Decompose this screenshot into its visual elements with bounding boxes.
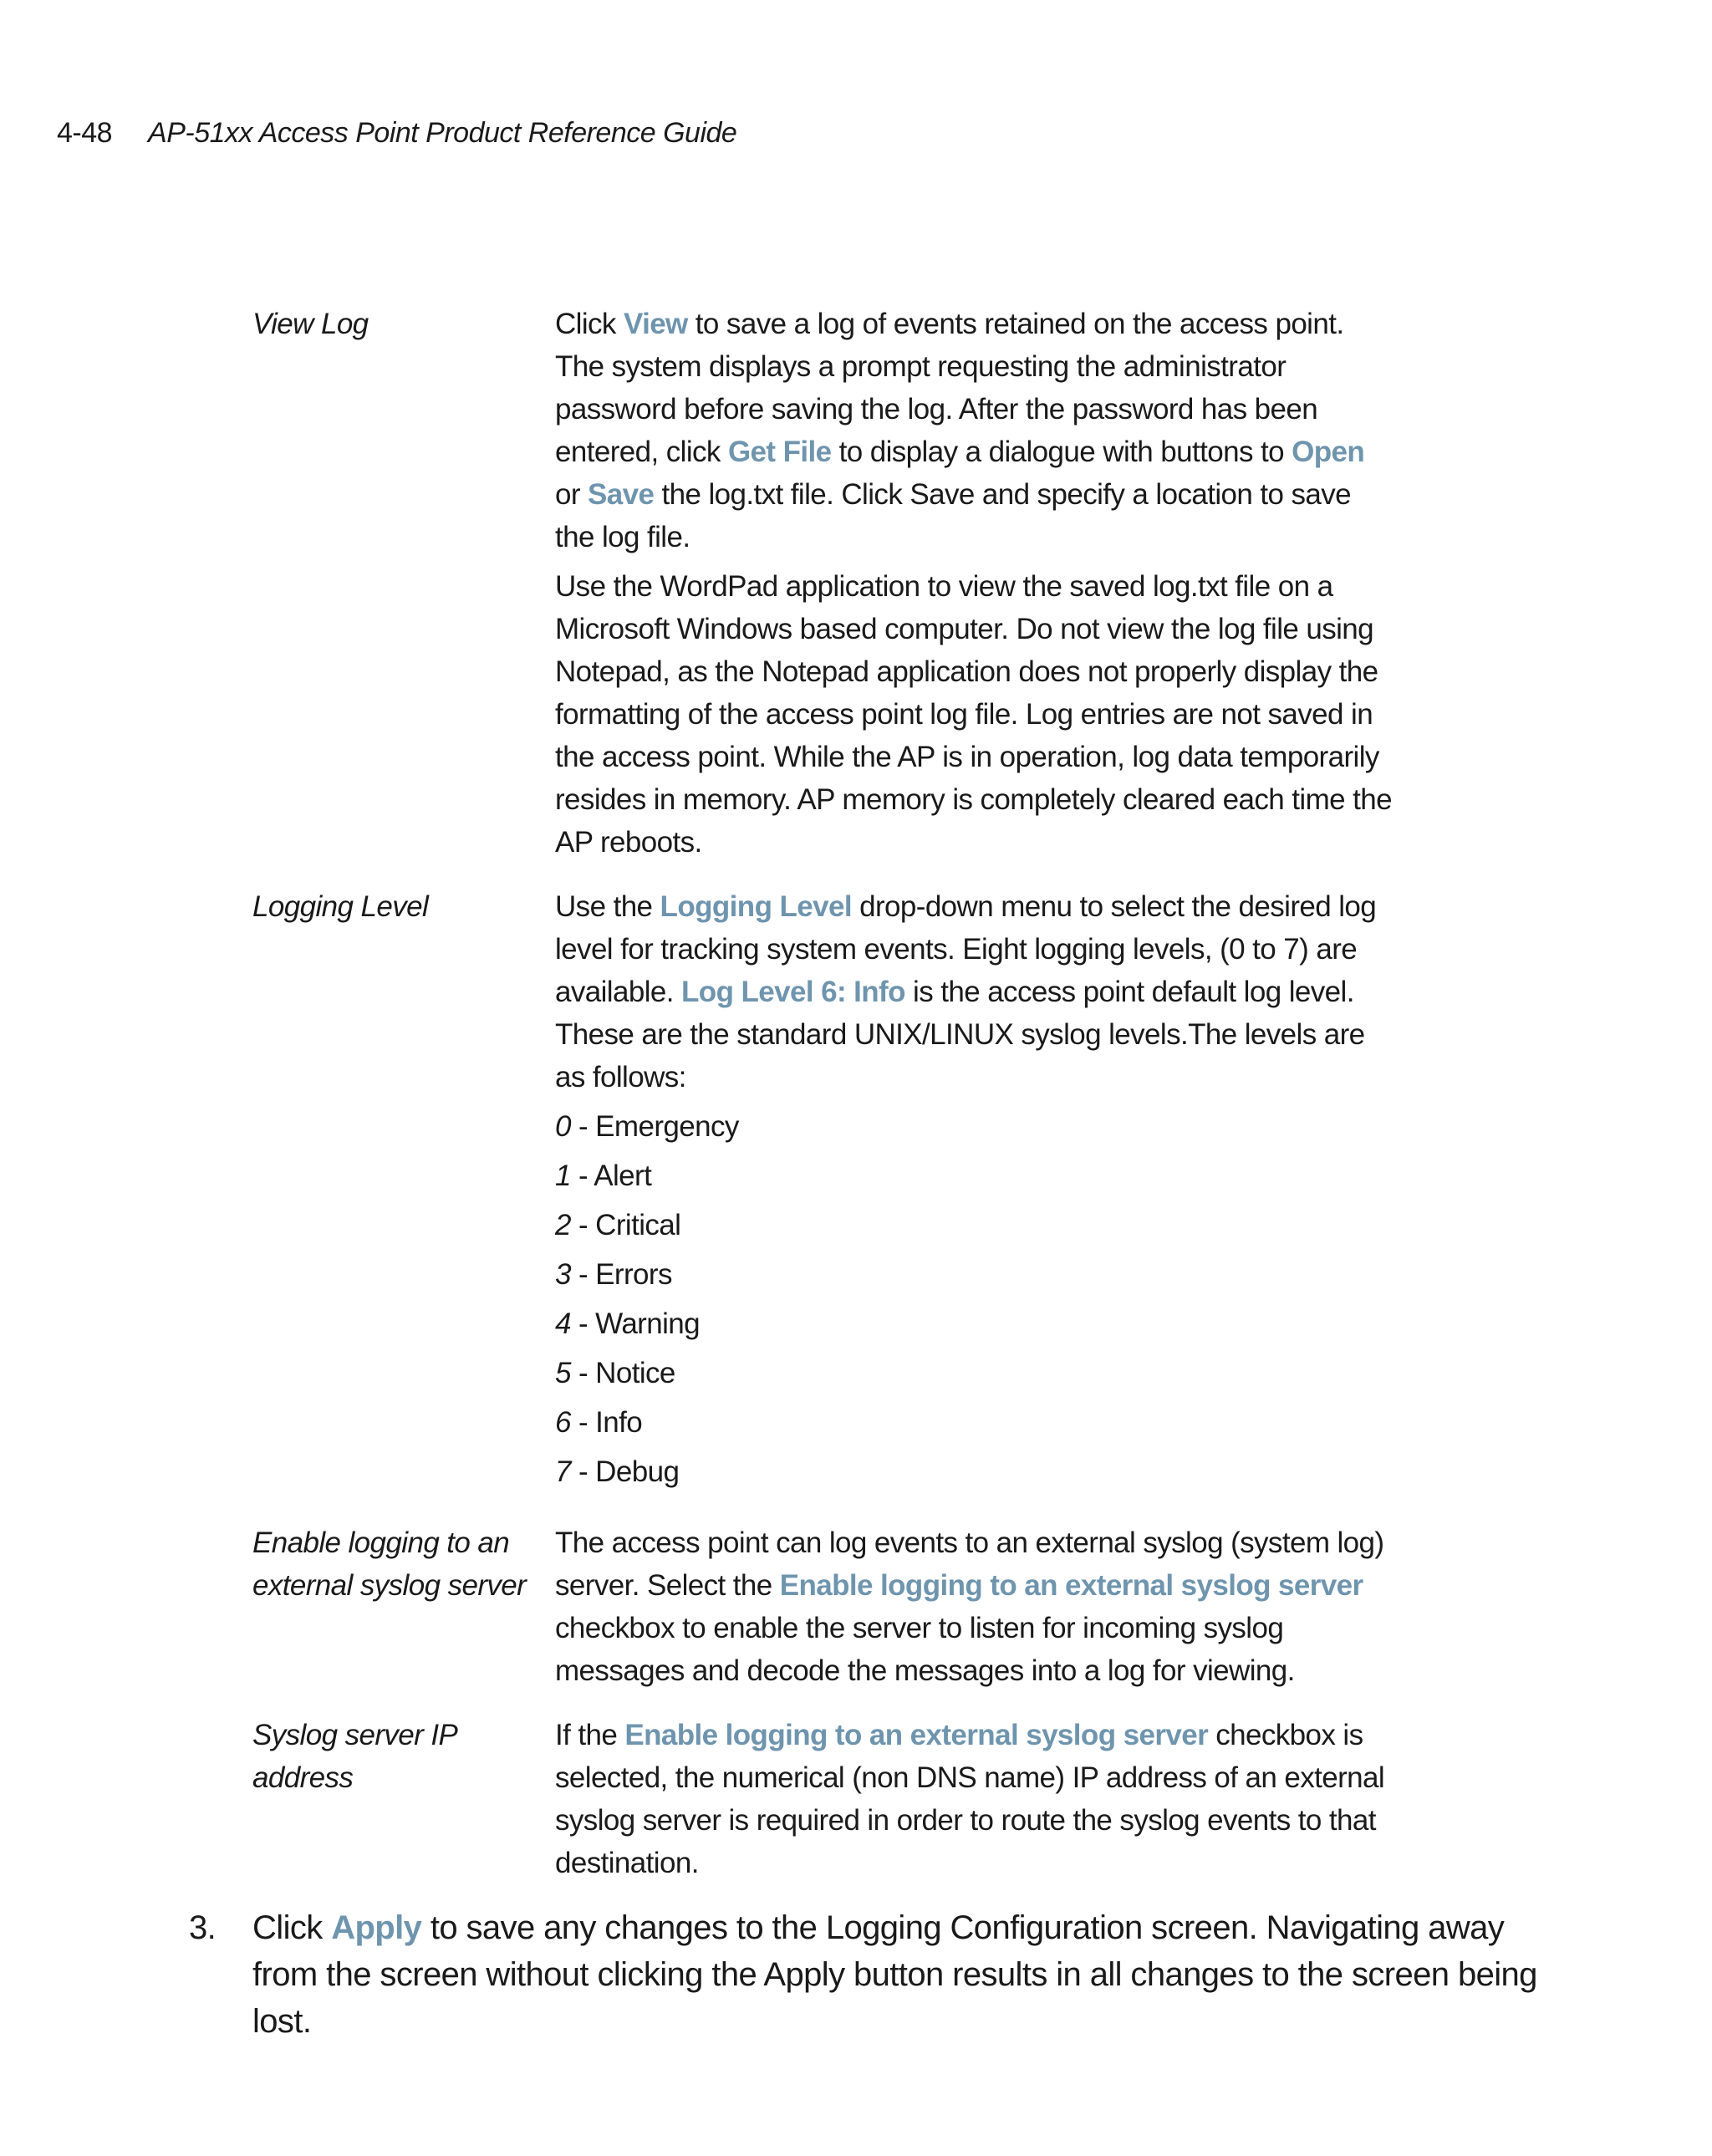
description-enable-external-syslog (555, 1521, 1395, 1692)
text-run: checkbox is selected, the numerical (non DNS name) IP address of an external syslog server is required in order to route the syslog events to that destination. (555, 1719, 1385, 1879)
log-level-list (555, 1105, 1395, 1493)
definition-table (252, 303, 1406, 1906)
text-run: the log.txt file. Click Save and specify a location to save the log file. (555, 478, 1352, 553)
term-syslog-server-ip: Syslog server IP address (252, 1719, 456, 1794)
ui-keyword: Enable logging to an external syslog server (624, 1719, 1209, 1751)
term-logging-level: Logging Level (252, 890, 429, 923)
text-run: checkbox to enable the server to listen for incoming syslog messages and decode the messages into a log for viewing. (555, 1612, 1295, 1687)
text-run: Use the WordPad application to view the saved log.txt file on a Microsoft Windows based computer. Do not view the log file using Notepad, as the Notepad application does not properly display the formatting of the access point log file. Log entries are not saved in the access point. While the AP is in operation, log data temporarily resides in memory. AP memory is completely cleared each time the AP reboots. (555, 570, 1392, 859)
text-run: or (555, 478, 588, 511)
step-number: 3. (189, 1909, 217, 1946)
text-run: to save a log of events retained on the access point. The system displays a prompt requesting the administrator password before saving the log. After the password has been entered, click (555, 308, 1344, 468)
ui-keyword: Enable logging to an external syslog server (779, 1569, 1363, 1602)
guide-title: AP-51xx Access Point Product Reference Guide (148, 117, 737, 149)
description-view-log (555, 303, 1395, 864)
ui-keyword: Apply (331, 1909, 422, 1946)
ui-keyword: Logging Level (660, 890, 852, 923)
log-level-item: 0 - Emergency (555, 1110, 739, 1143)
definition-row-logging-level (252, 885, 1406, 1500)
ui-keyword: View (623, 308, 688, 340)
term-view-log: View Log (252, 308, 369, 340)
definition-row-syslog-server-ip (252, 1714, 1406, 1884)
text-run: to save any changes to the Logging Configuration screen. Navigating away from the screen without clicking the Apply button results in all changes to the screen being lost. (252, 1909, 1537, 2040)
text-run: Use the (555, 890, 660, 923)
term-enable-external-syslog: Enable logging to an external syslog server (252, 1527, 527, 1602)
log-level-item: 1 - Alert (555, 1160, 652, 1192)
text-run: to display a dialogue with buttons to (831, 436, 1292, 468)
step-text (252, 1904, 1543, 2045)
log-level-item: 6 - Info (555, 1406, 643, 1439)
log-level-item: 5 - Notice (555, 1357, 675, 1389)
description-logging-level (555, 885, 1395, 1500)
text-run: If the (555, 1719, 625, 1751)
text-run: Click (555, 308, 624, 340)
ui-keyword: Get File (727, 436, 832, 468)
log-level-item: 3 - Errors (555, 1258, 672, 1291)
ui-keyword: Open (1292, 436, 1365, 468)
paragraph (555, 565, 1395, 864)
paragraph (555, 1521, 1395, 1692)
paragraph (555, 1714, 1395, 1884)
log-level-item: 2 - Critical (555, 1209, 681, 1241)
definition-row-view-log (252, 303, 1406, 864)
ui-keyword: Save (588, 478, 655, 511)
paragraph (555, 303, 1395, 558)
step-3 (189, 1904, 1543, 2045)
log-level-item: 7 - Debug (555, 1455, 680, 1488)
text-run: The access point can log events to an external syslog (system log) server. Select the (555, 1527, 1384, 1602)
page-header (57, 117, 736, 150)
text-run: is the access point default log level. These are the standard UNIX/LINUX syslog levels.The levels are as follows: (555, 976, 1365, 1093)
page-number: 4-48 (57, 117, 113, 149)
definition-row-enable-external-syslog (252, 1521, 1406, 1692)
description-syslog-server-ip (555, 1714, 1395, 1884)
text-run: Click (252, 1909, 332, 1946)
ui-keyword: Log Level 6: Info (681, 976, 905, 1008)
paragraph (555, 885, 1395, 1098)
text-run: drop-down menu to select the desired log level for tracking system events. Eight logging levels, (0 to 7) are available. (555, 890, 1377, 1008)
log-level-item: 4 - Warning (555, 1307, 701, 1340)
